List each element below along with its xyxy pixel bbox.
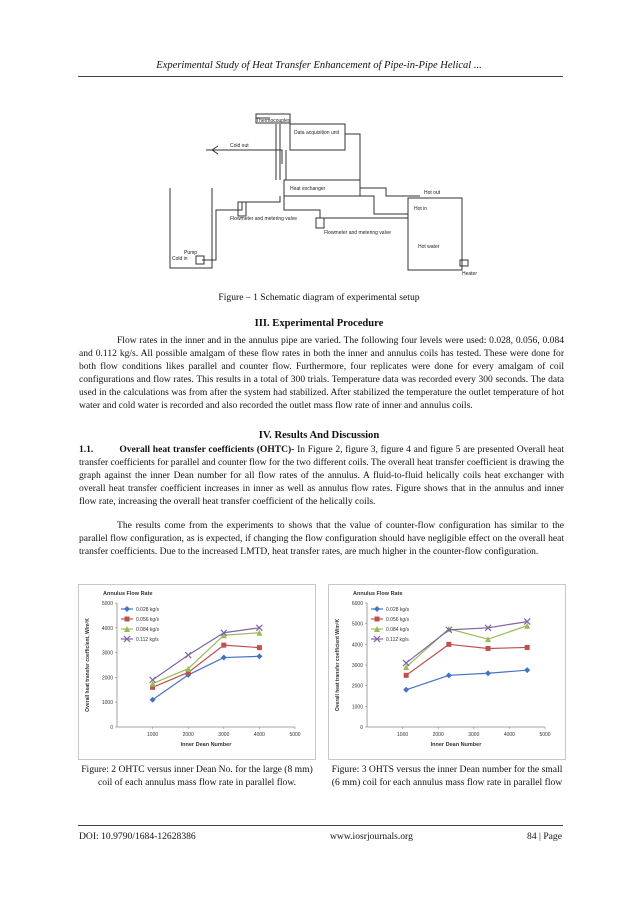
chart-figure3 [328,584,566,760]
flowmeter2-label: Flowmeter and metering valve [324,230,391,236]
chart0-xtick-label: 3000 [218,732,230,738]
chart1-data-point [446,672,452,678]
chart1-ytick-label: 0 [360,725,363,731]
hot-in-label: Hot in [414,206,428,212]
chart0-ytick-label: 3000 [101,650,113,657]
chart1-legend-marker [375,617,380,622]
flowmeter1-label: Flowmeter and metering valve [230,216,297,222]
chart1-xtick-label: 3000 [468,732,480,738]
chart1-ytick-label: 4000 [351,642,363,649]
chart1-ytick-label: 1000 [351,704,363,711]
chart1-title: Annulus Flow Rate [353,591,403,597]
chart1-data-point [485,670,491,676]
chart0-xlabel: Inner Dean Number [180,742,232,748]
footer-rule [78,825,563,826]
schematic-diagram [160,110,490,280]
footer-site: www.iosrjournals.org [330,831,413,842]
chart1-xtick-label: 2000 [432,732,444,738]
footer-doi: DOI: 10.9790/1684-12628386 [79,831,196,842]
chart0-xtick-label: 2000 [182,732,194,738]
daq-box [290,124,345,150]
chart-figure2-svg [79,585,315,759]
section4-paragraph1 [79,443,564,508]
chart1-legend-label: 0.112 kg/s [386,637,409,643]
chart1-ytick-label: 2000 [351,683,363,690]
chart1-legend-marker [374,606,380,612]
chart1-legend-label: 0.028 kg/s [386,607,410,613]
section4-heading: IV. Results And Discussion [258,430,380,441]
chart0-legend-marker [124,606,130,612]
chart0-title: Annulus Flow Rate [103,591,153,597]
chart0-ytick-label: 4000 [101,625,113,632]
chart1-series-line [406,622,527,663]
chart-figure2 [78,584,316,760]
chart0-ytick-label: 1000 [101,700,113,707]
chart1-data-point [486,646,491,651]
chart0-legend-label: 0.028 kg/s [136,607,160,613]
chart1-data-point [525,645,530,650]
pump-label: Pump [184,250,198,256]
heat-exchanger-label: Heat exchanger [290,186,326,192]
chart1-series-line [406,670,527,690]
chart0-ylabel: Overall heat transfer coefficient, W/m²K [85,618,91,712]
chart1-legend-label: 0.056 kg/s [386,617,410,623]
chart0-data-point [221,655,227,661]
daq-label: Data acquisition unit [294,130,340,136]
chart0-data-point [256,653,262,659]
figure1-caption: Figure – 1 Schematic diagram of experimental setup [218,292,420,303]
running-header: Experimental Study of Heat Transfer Enhancement of Pipe-in-Pipe Helical ... [156,60,482,71]
chart0-legend-marker [125,617,130,622]
figure2-caption: Figure: 2 OHTC versus inner Dean No. for the large (8 mm) coil of each annulus mass flow rate in parallel flow. [81,764,313,788]
chart1-xtick-label: 5000 [539,732,551,738]
chart0-legend-label: 0.056 kg/s [136,617,160,623]
chart0-legend-label: 0.112 kg/s [136,637,159,643]
footer-page: 84 | Page [527,831,562,842]
chart0-data-point [257,645,262,650]
chart1-data-point [446,642,451,647]
thermocouples-label: Thermocouples [256,118,291,124]
subsection-text: In Figure 2, figure 3, figure 4 and figure 5 are presented Overall heat transfer coefficients for parallel and counter flow for the two different coils. The overall heat transfer coefficient is drawing the graph against the inner Dean number for all flow rates of the annulus. A fluid-to-fluid helically coils heat exchanger with overall heat transfer coefficient increases in inner as well as annulus flow rates. Figure shows that in the annulus and inner flow rate, increasing the overall heat transfer coefficient of the helically coils. [79,444,564,508]
chart-figure3-svg [329,585,565,759]
chart1-xlabel: Inner Dean Number [430,742,482,748]
cold-out-label: Cold out [230,143,249,149]
section3-heading: III. Experimental Procedure [254,318,384,329]
chart1-legend-label: 0.084 kg/s [386,627,410,633]
figure3-caption: Figure: 3 OHTS versus the inner Dean number for the small (6 mm) coil for each annulus mass flow rate in parallel flow [331,764,563,788]
subsection-number: 1.1. [79,444,94,455]
chart0-ytick-label: 2000 [101,675,113,682]
chart0-legend-label: 0.084 kg/s [136,627,160,633]
header-rule [78,76,563,77]
chart1-data-point [404,673,409,678]
chart1-ytick-label: 3000 [351,663,363,669]
subsection-title: Overall heat transfer coefficients (OHTC)- [119,444,295,455]
chart0-xtick-label: 4000 [253,732,265,738]
chart0-series-line [153,628,260,680]
chart1-xtick-label: 1000 [397,732,409,738]
chart1-xtick-label: 4000 [503,732,515,738]
chart1-ytick-label: 6000 [351,601,363,607]
chart0-data-point [221,643,226,648]
chart1-ylabel: Overall heat transfer coefficient W/m²K [335,618,341,712]
chart0-xtick-label: 5000 [289,732,301,738]
section4-paragraph2: The results come from the experiments to shows that the value of counter-flow configuration has similar to the parallel flow configuration, as is expected, if changing the flow configuration should have negligible effect on the overall heat transfer coefficients. Due to the increased LMTD, heat transfer rates, are much higher in the counter-flow configuration. [79,520,564,558]
heater-label: Heater [462,271,478,277]
hot-water-label: Hot water [418,244,440,250]
section3-paragraph: Flow rates in the inner and in the annulus pipe are varied. The following four levels were used: 0.028, 0.056, 0.084 and 0.112 kg/s. All possible amalgam of these flow rates in both the inner and annulus coils has tested. These were done for both flow conditions likes parallel and counter flow. Furthermore, four replicates were done for every amalgam of coil configurations and flow rates. This results in a total of 300 trials. Temperature data was recorded every 300 seconds. The data used in the calculations was from after the system had stabilized. After stabilized the temperature the outlet temperature of hot water and cold water is recorded and also recorded the outlet mass flow rate of inner and annulus coils. [79,335,564,412]
chart0-ytick-label: 0 [110,725,113,731]
chart1-ytick-label: 5000 [351,621,363,628]
hot-out-label: Hot out [424,190,441,196]
chart1-data-point [403,687,409,693]
chart0-data-point [185,652,191,658]
chart0-ytick-label: 5000 [101,601,113,607]
chart0-series-line [153,656,260,699]
chart1-data-point [524,667,530,673]
cold-in-label: Cold in [172,256,188,262]
chart0-xtick-label: 1000 [147,732,159,738]
